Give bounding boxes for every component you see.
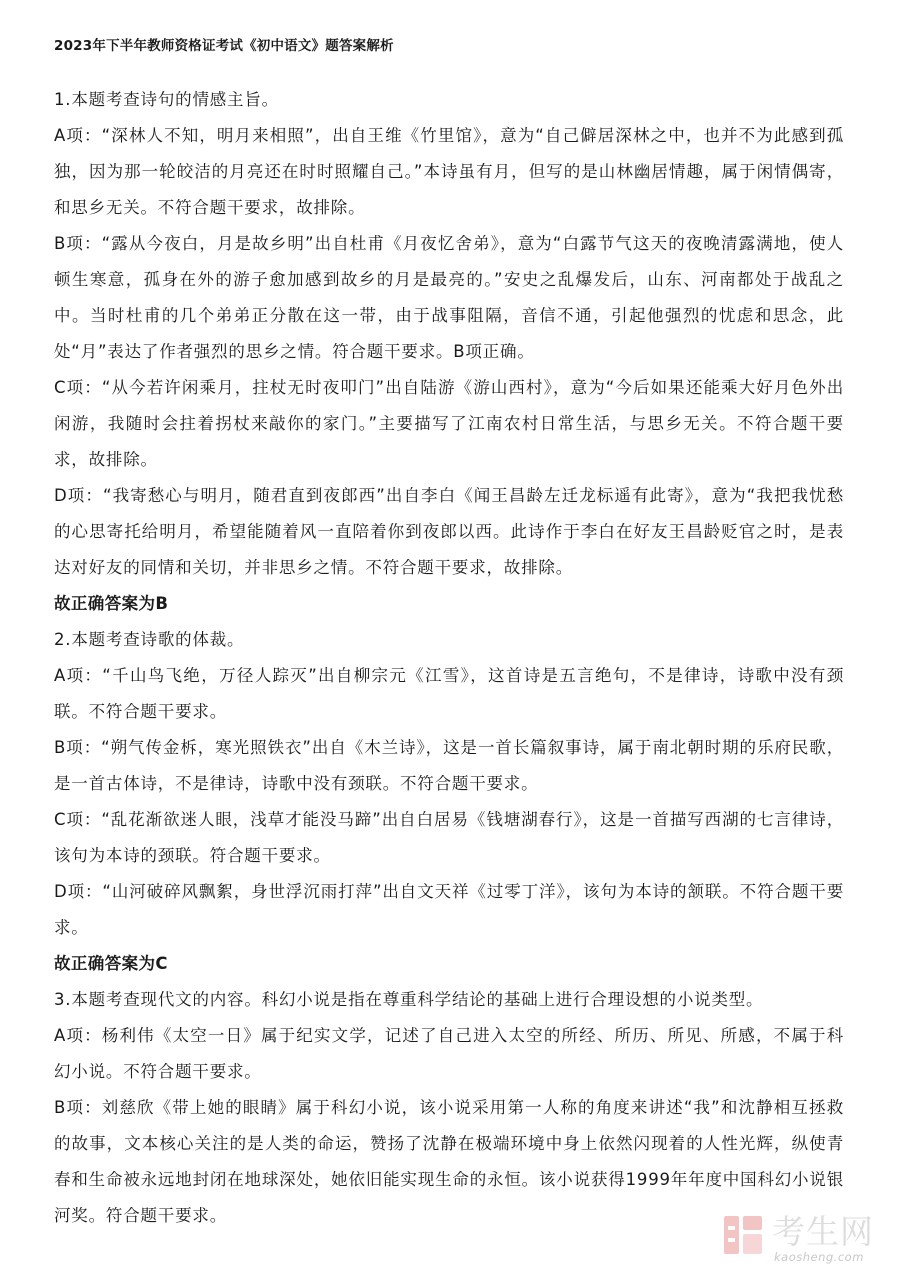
paragraph: A项：“千山鸟飞绝，万径人踪灭”出自柳宗元《江雪》，这首诗是五言绝句，不是律诗，诗歌中没有颈联。不符合题干要求。 [54, 666, 844, 721]
answer-line: 故正确答案为C [54, 954, 168, 973]
paragraph: B项：“露从今夜白，月是故乡明”出自杜甫《月夜忆舍弟》，意为“白露节气这天的夜晚清露满地，使人顿生寒意，孤身在外的游子愈加感到故乡的月是最亮的。”安史之乱爆发后，山东、河南都处于战乱之中。当时杜甫的几个弟弟正分散在这一带，由于战事阻隔，音信不通，引起他强烈的忧虑和思念，此处“月”表达了作者强烈的思乡之情。符合题干要求。B项正确。 [54, 234, 844, 361]
watermark-url: kaosheng.com [774, 1250, 864, 1264]
paragraph: B项：“朔气传金柝，寒光照铁衣”出自《木兰诗》，这是一首长篇叙事诗，属于南北朝时期的乐府民歌，是一首古体诗，不是律诗，诗歌中没有颈联。不符合题干要求。 [54, 738, 844, 793]
paragraph: 2.本题考查诗歌的体裁。 [54, 630, 245, 649]
document-body [54, 82, 844, 1234]
paragraph: A项：“深林人不知，明月来相照”，出自王维《竹里馆》，意为“自己僻居深林之中，也并不为此感到孤独，因为那一轮皎洁的月亮还在时时照耀自己。”本诗虽有月，但写的是山林幽居情趣，属于闲情偶寄，和思乡无关。不符合题干要求，故排除。 [54, 126, 844, 217]
answer-line: 故正确答案为B [54, 594, 169, 613]
paragraph: D项：“山河破碎风飘絮，身世浮沉雨打萍”出自文天祥《过零丁洋》，该句为本诗的颔联。不符合题干要求。 [54, 882, 844, 937]
paragraph: C项：“从今若许闲乘月，拄杖无时夜叩门”出自陆游《游山西村》，意为“今后如果还能乘大好月色外出闲游，我随时会拄着拐杖来敲你的家门。”主要描写了江南农村日常生活，与思乡无关。不符合题干要求，故排除。 [54, 378, 844, 469]
paragraph: D项：“我寄愁心与明月，随君直到夜郎西”出自李白《闻王昌龄左迁龙标遥有此寄》，意为“我把我忧愁的心思寄托给明月，希望能随着风一直陪着你到夜郎以西。此诗作于李白在好友王昌龄贬官之时，是表达对好友的同情和关切，并非思乡之情。不符合题干要求，故排除。 [54, 486, 844, 577]
paragraph: 3.本题考查现代文的内容。科幻小说是指在尊重科学结论的基础上进行合理设想的小说类型。 [54, 990, 764, 1009]
watermark-name: 考生网 [772, 1212, 874, 1251]
paragraph: A项：杨利伟《太空一日》属于纪实文学，记述了自己进入太空的所经、所历、所见、所感，不属于科幻小说。不符合题干要求。 [54, 1026, 844, 1081]
paragraph: C项：“乱花渐欲迷人眼，浅草才能没马蹄”出自白居易《钱塘湖春行》，这是一首描写西湖的七言律诗，该句为本诗的颈联。符合题干要求。 [54, 810, 844, 865]
paragraph: 1.本题考查诗句的情感主旨。 [54, 90, 279, 109]
paragraph: B项：刘慈欣《带上她的眼睛》属于科幻小说，该小说采用第一人称的角度来讲述“我”和沈静相互拯救的故事，文本核心关注的是人类的命运，赞扬了沈静在极端环境中身上依然闪现着的人性光辉，纵使青春和生命被永远地封闭在地球深处，她依旧能实现生命的永恒。该小说获得1999年年度中国科幻小说银河奖。符合题干要求。 [54, 1098, 844, 1225]
kaosheng-logo-icon [722, 1212, 764, 1258]
watermark [722, 1212, 892, 1266]
document-title: 2023年下半年教师资格证考试《初中语文》题答案解析 [54, 38, 394, 54]
